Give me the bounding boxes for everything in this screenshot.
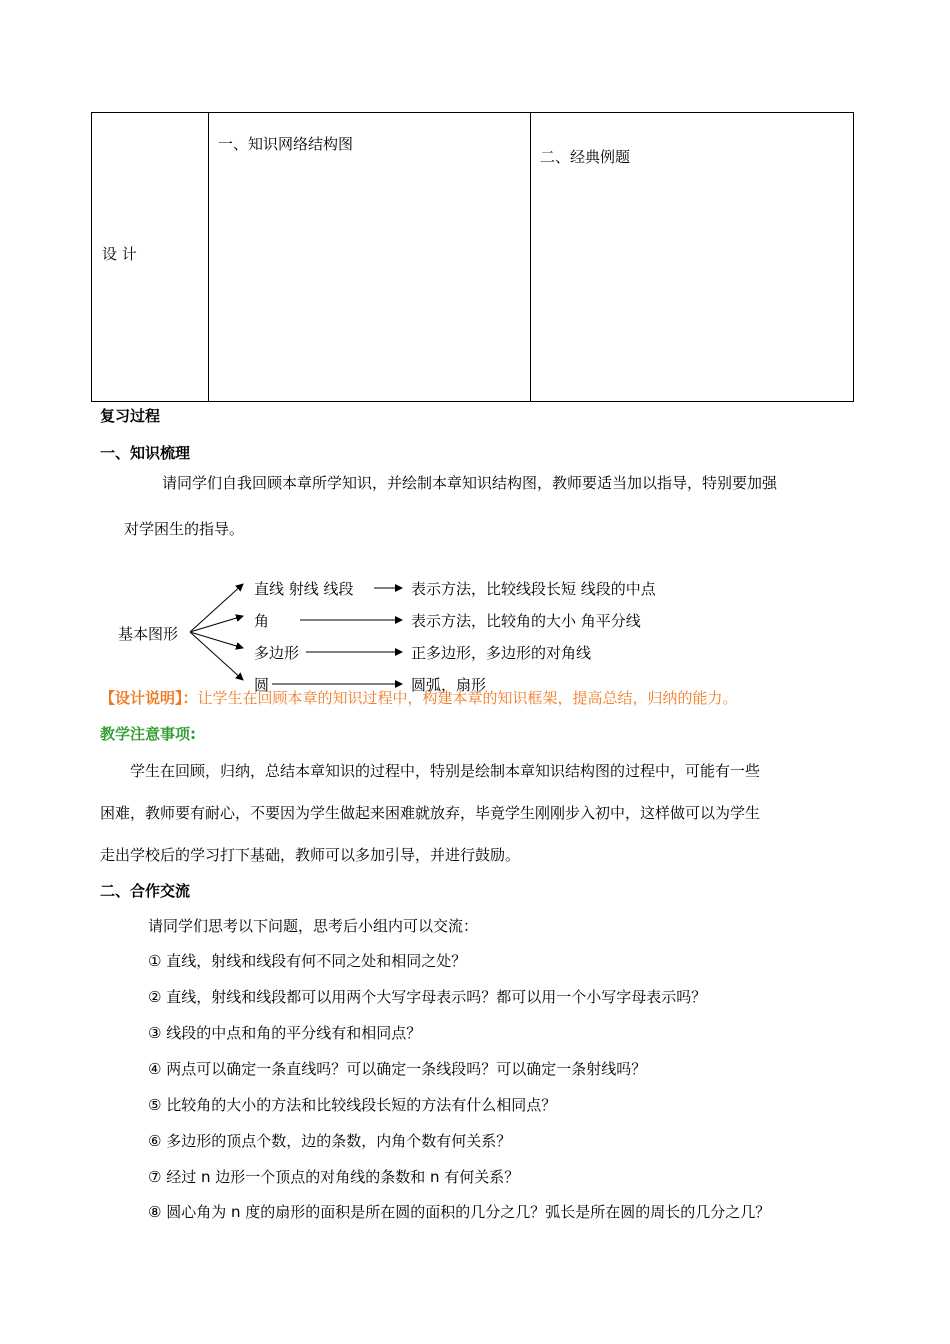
arrow-to-circle (190, 632, 243, 680)
question-item: ⑧ 圆心角为 n 度的扇形的面积是所在圆的面积的几分之几？弧长是所在圆的周长的几分之几？ (148, 1203, 771, 1221)
section1-intro-line2: 对学困生的指导。 (124, 520, 245, 538)
section1-intro-line1: 请同学们自我回顾本章所学知识，并绘制本章知识结构图，教师要适当加以指导，特别要加强 (162, 474, 778, 492)
diagram-root: 基本图形 (118, 625, 179, 643)
diagram-branch-circle: 圆 (254, 676, 270, 694)
arrow-to-lines (190, 584, 243, 632)
teaching-notes-line3: 走出学校后的学习打下基础，教师可以多加引导，并进行鼓励。 (100, 846, 521, 864)
question-item: ③ 线段的中点和角的平分线有和相同点？ (148, 1024, 422, 1042)
diagram-detail-polygon: 正多边形，多边形的对角线 (411, 644, 592, 662)
question-item: ⑤ 比较角的大小的方法和比较线段长短的方法有什么相同点？ (148, 1096, 557, 1114)
design-note-text: 让学生在回顾本章的知识过程中，构建本章的知识框架，提高总结，归纳的能力。 (197, 689, 738, 707)
question-item: ⑦ 经过 n 边形一个顶点的对角线的条数和 n 有何关系？ (148, 1168, 520, 1186)
diagram-detail-lines: 表示方法，比较线段长短 线段的中点 (411, 580, 656, 598)
teaching-notes-title: 教学注意事项: (100, 725, 196, 743)
design-note-label: 【设计说明】： (100, 689, 198, 707)
teaching-notes-line2: 困难，教师要有耐心，不要因为学生做起来困难就放弃，毕竟学生刚刚步入初中，这样做可以为学生 (100, 804, 761, 822)
teaching-notes-line1: 学生在回顾，归纳，总结本章知识的过程中，特别是绘制本章知识结构图的过程中，可能有一些 (130, 762, 761, 780)
section1-title: 一、知识梳理 (100, 444, 191, 462)
section2-intro: 请同学们思考以下问题，思考后小组内可以交流： (148, 917, 479, 935)
diagram-detail-angle: 表示方法，比较角的大小 角平分线 (411, 612, 641, 630)
arrow-to-angle (190, 616, 243, 632)
diagram-detail-circle: 圆弧，扇形 (411, 676, 487, 694)
design-label: 设 计 (102, 245, 137, 263)
section2-title: 二、合作交流 (100, 882, 191, 900)
question-item: ④ 两点可以确定一条直线吗？可以确定一条线段吗？可以确定一条射线吗？ (148, 1060, 647, 1078)
question-item: ⑥ 多边形的顶点个数，边的条数，内角个数有何关系？ (148, 1132, 512, 1150)
diagram-branch-angle: 角 (254, 612, 270, 630)
knowledge-network-heading: 一、知识网络结构图 (218, 135, 354, 153)
question-item: ① 直线，射线和线段有何不同之处和相同之处？ (148, 952, 467, 970)
classic-examples-heading: 二、经典例题 (540, 148, 631, 166)
diagram-branch-lines: 直线 射线 线段 (254, 580, 354, 598)
review-process-title: 复习过程 (100, 407, 161, 425)
question-item: ② 直线，射线和线段都可以用两个大写字母表示吗？都可以用一个小写字母表示吗？ (148, 988, 707, 1006)
diagram-branch-polygon: 多边形 (254, 644, 300, 662)
arrow-to-polygon (190, 632, 243, 648)
design-note (100, 687, 738, 708)
